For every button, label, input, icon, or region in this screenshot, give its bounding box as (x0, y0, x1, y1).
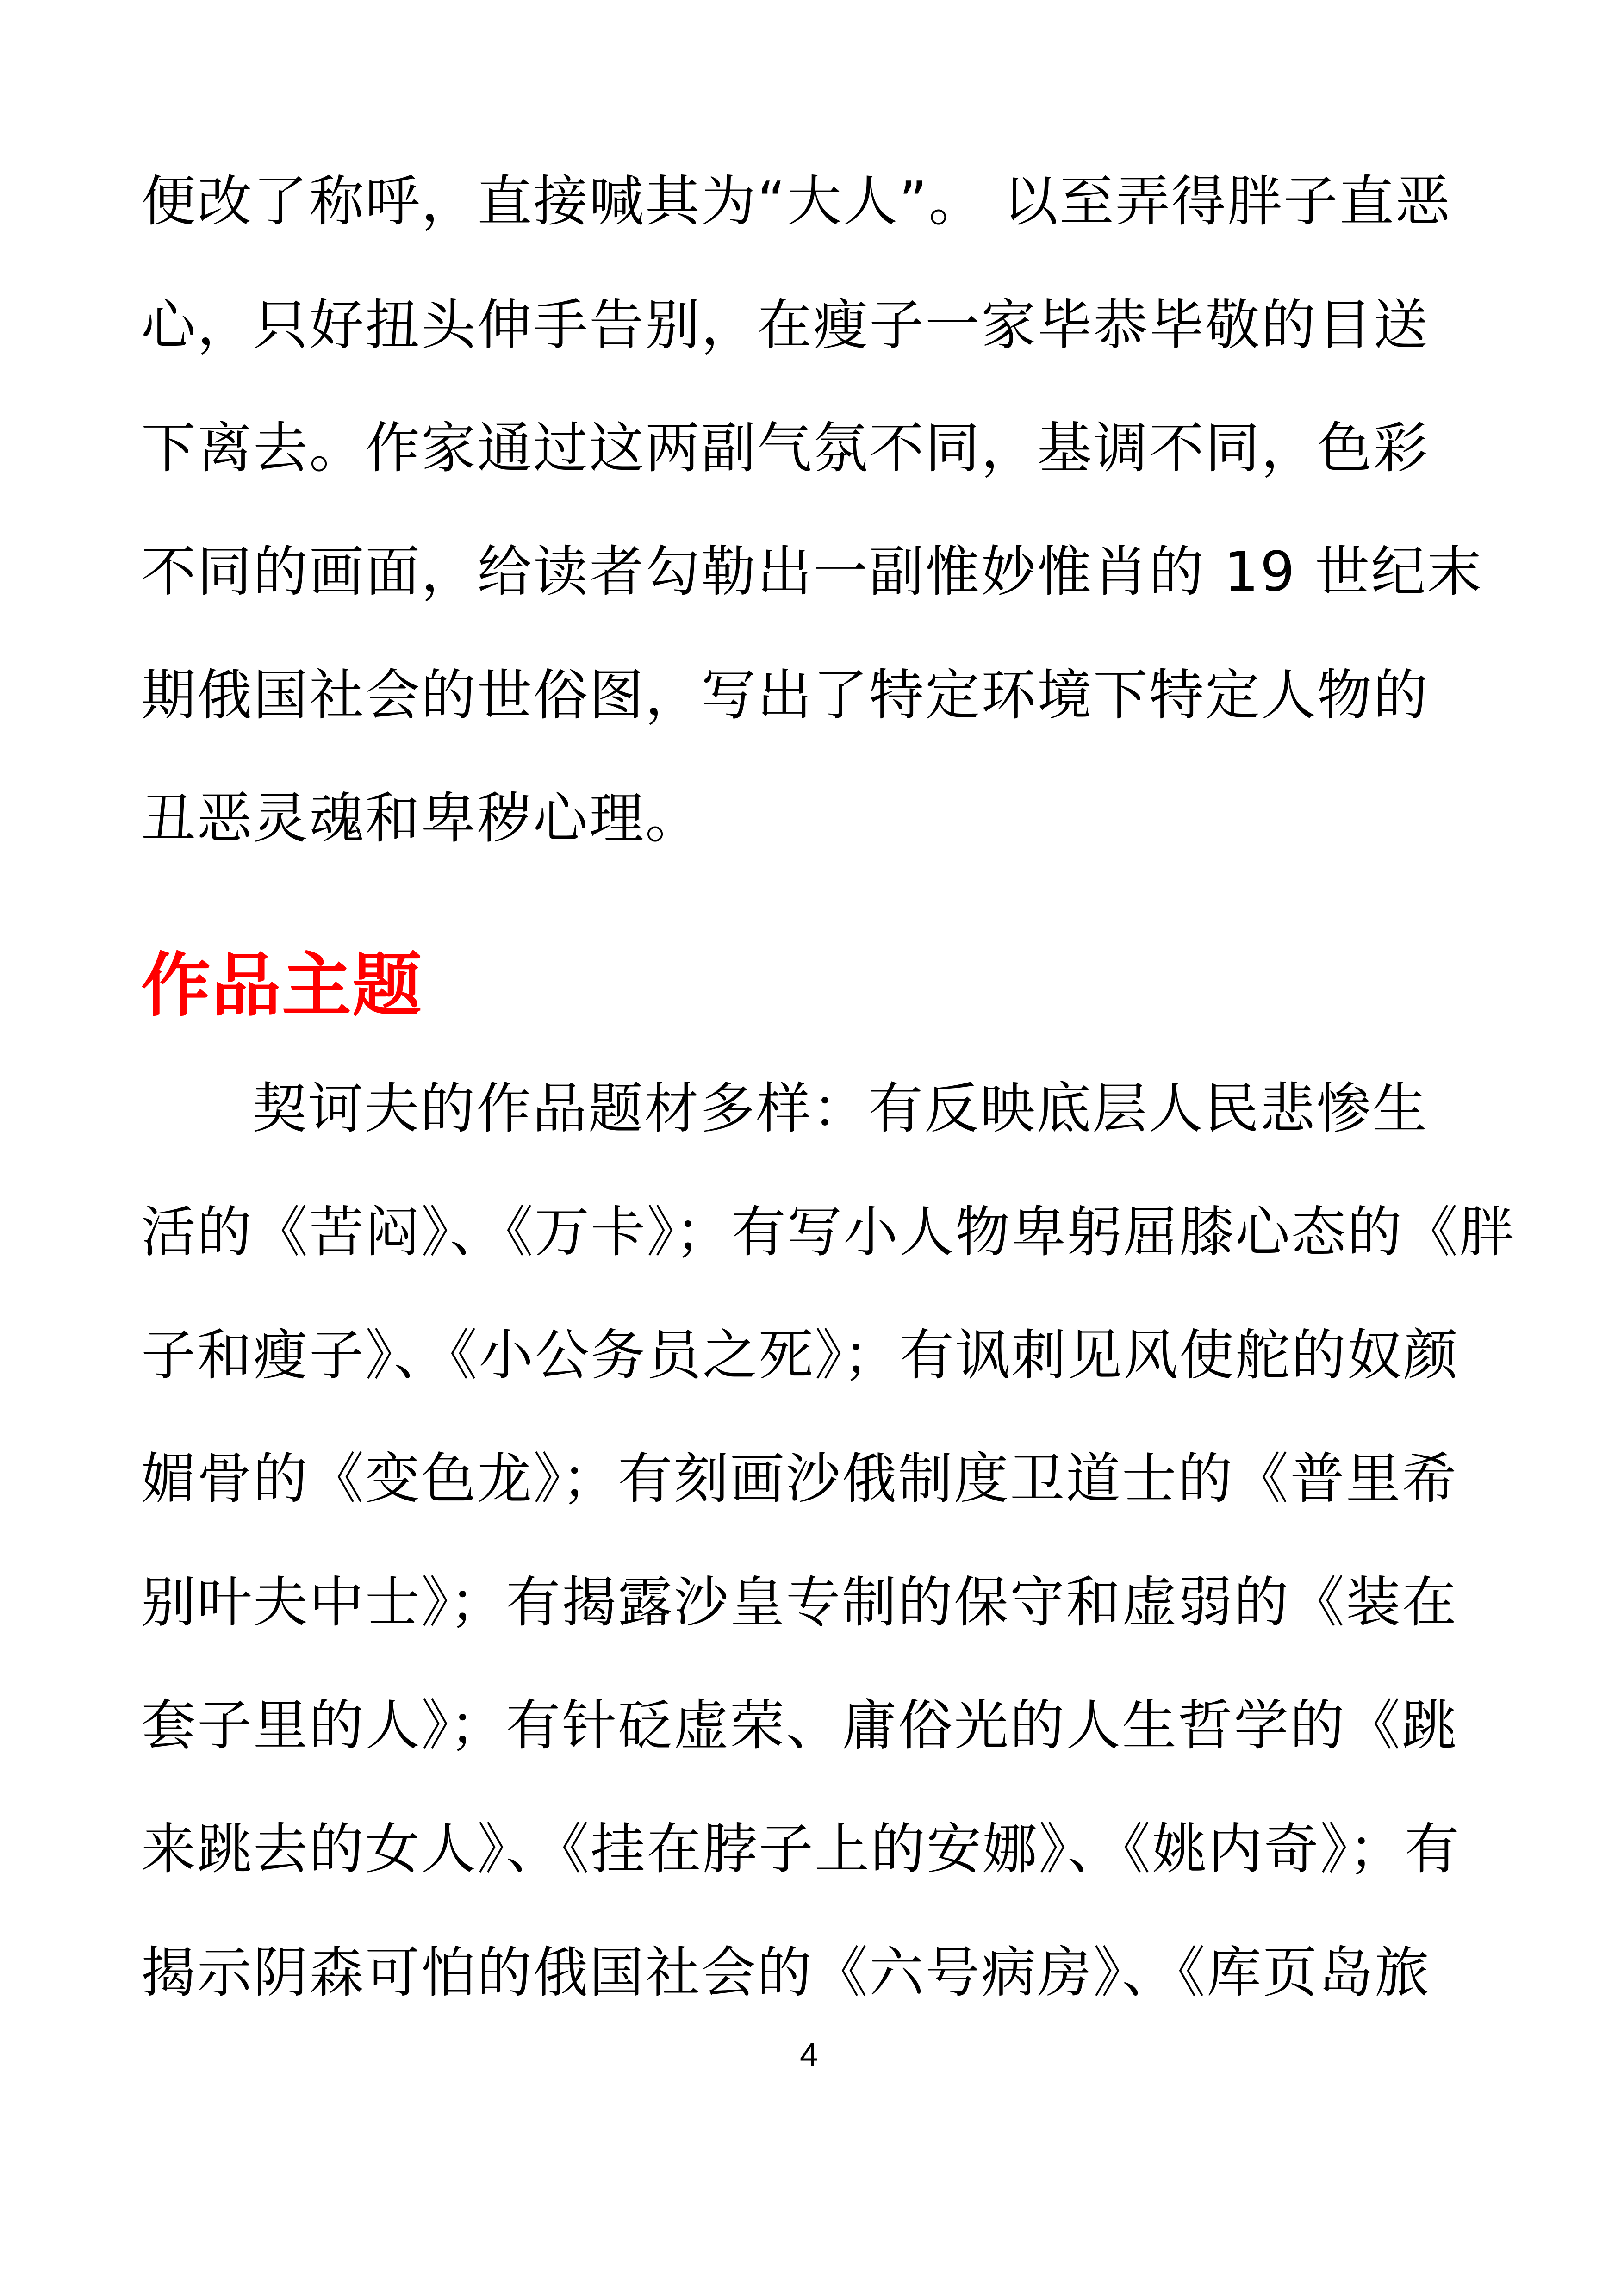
paragraph1-line-5: 期俄国社会的世俗图，写出了特定环境下特定人物的 (141, 663, 1430, 727)
paragraph2-line-7: 来跳去的女人》、《挂在脖子上的安娜》、《姚内奇》；有 (141, 1817, 1461, 1881)
paragraph1-line-6: 丑恶灵魂和卑秽心理。 (141, 786, 702, 850)
section-heading: 作品主题 (141, 946, 423, 1026)
paragraph1-line-4: 不同的画面，给读者勾勒出一副惟妙惟肖的 19 世纪末 (141, 540, 1483, 604)
paragraph1-line-2: 心，只好扭头伸手告别，在瘦子一家毕恭毕敬的目送 (141, 293, 1430, 357)
paragraph1-line-3: 下离去。作家通过这两副气氛不同，基调不同，色彩 (141, 416, 1430, 480)
paragraph1-line-1: 便改了称呼，直接喊其为“大人”。 以至弄得胖子直恶 (141, 169, 1451, 233)
paragraph2-line-3: 子和瘦子》、《小公务员之死》；有讽刺见风使舵的奴颜 (141, 1323, 1460, 1387)
paragraph2-line-6: 套子里的人》；有针砭虚荣、庸俗光的人生哲学的《跳 (141, 1693, 1458, 1757)
paragraph2-line-4: 媚骨的《变色龙》；有刻画沙俄制度卫道士的《普里希 (141, 1447, 1458, 1511)
paragraph2-line-2: 活的《苦闷》、《万卡》；有写小人物卑躬屈膝心态的《胖 (141, 1200, 1516, 1264)
paragraph2-line-1: 契诃夫的作品题材多样：有反映底层人民悲惨生 (252, 1076, 1429, 1140)
paragraph2-line-8: 揭示阴森可怕的俄国社会的《六号病房》、《库页岛旅 (141, 1941, 1431, 2004)
page-number: 4 (799, 2036, 819, 2073)
paragraph2-line-5: 别叶夫中士》；有揭露沙皇专制的保守和虚弱的《装在 (141, 1570, 1458, 1634)
